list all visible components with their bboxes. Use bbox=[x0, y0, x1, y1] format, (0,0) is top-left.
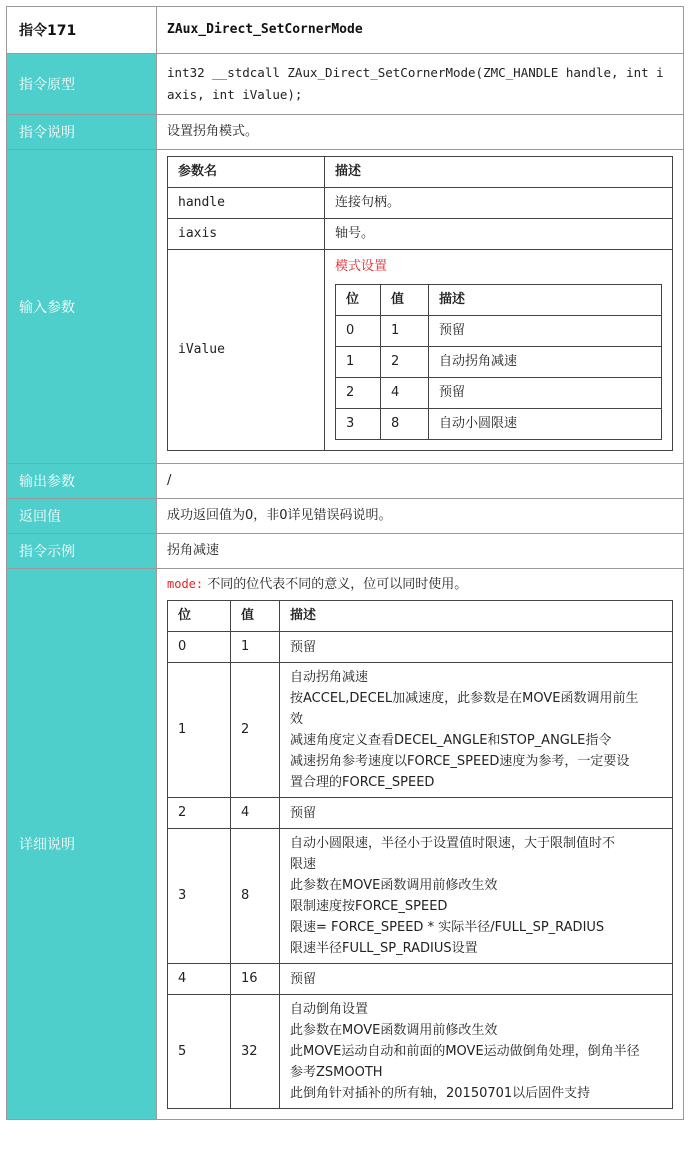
explain-row bbox=[7, 115, 684, 150]
col-desc: 描述 bbox=[429, 285, 662, 316]
param-row-ivalue bbox=[168, 250, 673, 451]
col-param-name: 参数名 bbox=[168, 157, 325, 188]
mode-bit-row bbox=[336, 378, 662, 409]
desc-line: 自动倒角设置 bbox=[290, 1002, 369, 1017]
value-cell: 1 bbox=[381, 316, 429, 347]
detail-bit-row bbox=[168, 829, 673, 964]
desc-line: 限速半径FULL_SP_RADIUS设置 bbox=[290, 941, 478, 956]
input-value bbox=[157, 150, 684, 464]
instruction-name: ZAux_Direct_SetCornerMode bbox=[157, 7, 684, 54]
desc-line: 限速 bbox=[290, 857, 317, 872]
detail-value bbox=[157, 569, 684, 1120]
prototype-row bbox=[7, 54, 684, 115]
output-label: 输出参数 bbox=[7, 464, 157, 499]
input-params-table bbox=[167, 156, 673, 451]
desc-cell: 自动小圆限速 bbox=[429, 409, 662, 440]
detail-label: 详细说明 bbox=[7, 569, 157, 1120]
desc-line: 限制速度按FORCE_SPEED bbox=[290, 899, 448, 914]
retval-row bbox=[7, 499, 684, 534]
detail-bit-row bbox=[168, 964, 673, 995]
desc-cell: 自动拐角减速 bbox=[429, 347, 662, 378]
param-desc bbox=[325, 250, 673, 451]
mode-bits-header bbox=[336, 285, 662, 316]
desc-cell bbox=[280, 964, 673, 995]
desc-cell bbox=[280, 663, 673, 798]
bit-cell: 2 bbox=[336, 378, 381, 409]
desc-line: 置合理的FORCE_SPEED bbox=[290, 775, 435, 790]
desc-cell bbox=[280, 829, 673, 964]
desc-line: 减速角度定义查看DECEL_ANGLE和STOP_ANGLE指令 bbox=[290, 733, 612, 748]
example-label: 指令示例 bbox=[7, 534, 157, 569]
param-name: handle bbox=[168, 188, 325, 219]
desc-cell bbox=[280, 798, 673, 829]
value-cell: 8 bbox=[231, 829, 280, 964]
desc-line: 按ACCEL,DECEL加减速度，此参数是在MOVE函数调用前生 bbox=[290, 691, 639, 706]
output-value: / bbox=[157, 464, 684, 499]
detail-bit-row bbox=[168, 995, 673, 1109]
desc-line: 自动拐角减速 bbox=[290, 670, 369, 685]
value-cell: 4 bbox=[231, 798, 280, 829]
desc-line: 效 bbox=[290, 712, 304, 727]
mode-bit-row bbox=[336, 347, 662, 378]
explain-label: 指令说明 bbox=[7, 115, 157, 150]
instruction-table bbox=[6, 6, 684, 1120]
value-cell: 2 bbox=[231, 663, 280, 798]
prototype-line-1: int32 __stdcall ZAux_Direct_SetCornerMode(ZMC_HANDLE handle, int i bbox=[167, 65, 664, 80]
desc-line: 自动小圆限速，半径小于设置值时限速，大于限制值时不 bbox=[290, 836, 616, 851]
col-param-desc: 描述 bbox=[325, 157, 673, 188]
bit-cell: 4 bbox=[168, 964, 231, 995]
value-cell: 4 bbox=[381, 378, 429, 409]
mode-bit-row bbox=[336, 316, 662, 347]
mode-keyword: mode: bbox=[167, 577, 204, 591]
value-cell: 16 bbox=[231, 964, 280, 995]
desc-cell: 预留 bbox=[429, 316, 662, 347]
example-value: 拐角减速 bbox=[157, 534, 684, 569]
param-name: iValue bbox=[168, 250, 325, 451]
bit-cell: 0 bbox=[336, 316, 381, 347]
example-row bbox=[7, 534, 684, 569]
desc-line: 参考ZSMOOTH bbox=[290, 1065, 383, 1080]
prototype-value bbox=[157, 54, 684, 115]
param-row-handle bbox=[168, 188, 673, 219]
desc-line: 减速拐角参考速度以FORCE_SPEED速度为参考，一定要设 bbox=[290, 754, 630, 769]
explain-value: 设置拐角模式。 bbox=[157, 115, 684, 150]
param-name: iaxis bbox=[168, 219, 325, 250]
value-cell: 1 bbox=[231, 632, 280, 663]
desc-line: 预留 bbox=[290, 971, 317, 987]
bit-cell: 3 bbox=[336, 409, 381, 440]
mode-bits-table bbox=[335, 284, 662, 440]
desc-cell bbox=[280, 632, 673, 663]
desc-line: 预留 bbox=[290, 639, 317, 655]
col-bit: 位 bbox=[336, 285, 381, 316]
bit-cell: 1 bbox=[336, 347, 381, 378]
input-label: 输入参数 bbox=[7, 150, 157, 464]
desc-line: 限速= FORCE_SPEED * 实际半径/FULL_SP_RADIUS bbox=[290, 920, 605, 935]
desc-line: 此参数在MOVE函数调用前修改生效 bbox=[290, 878, 498, 893]
mode-settings-title: 模式设置 bbox=[335, 259, 388, 274]
bit-cell: 1 bbox=[168, 663, 231, 798]
input-row bbox=[7, 150, 684, 464]
prototype-label: 指令原型 bbox=[7, 54, 157, 115]
output-row bbox=[7, 464, 684, 499]
detail-bits-header bbox=[168, 601, 673, 632]
desc-line: 预留 bbox=[290, 805, 317, 821]
desc-line: 此倒角针对插补的所有轴，20150701以后固件支持 bbox=[290, 1086, 591, 1101]
desc-cell: 预留 bbox=[429, 378, 662, 409]
value-cell: 2 bbox=[381, 347, 429, 378]
col-bit: 位 bbox=[168, 601, 231, 632]
header-row bbox=[7, 7, 684, 54]
mode-bit-row bbox=[336, 409, 662, 440]
value-cell: 8 bbox=[381, 409, 429, 440]
col-value: 值 bbox=[381, 285, 429, 316]
detail-bit-row bbox=[168, 632, 673, 663]
desc-line: 此MOVE运动自动和前面的MOVE运动做倒角处理，倒角半径 bbox=[290, 1044, 640, 1059]
detail-row bbox=[7, 569, 684, 1120]
col-desc: 描述 bbox=[280, 601, 673, 632]
param-row-iaxis bbox=[168, 219, 673, 250]
desc-cell bbox=[280, 995, 673, 1109]
mode-description: 不同的位代表不同的意义，位可以同时使用。 bbox=[203, 577, 468, 592]
retval-label: 返回值 bbox=[7, 499, 157, 534]
param-desc: 轴号。 bbox=[325, 219, 673, 250]
bit-cell: 3 bbox=[168, 829, 231, 964]
detail-bits-table bbox=[167, 600, 673, 1109]
detail-bit-row bbox=[168, 663, 673, 798]
value-cell: 32 bbox=[231, 995, 280, 1109]
detail-bit-row bbox=[168, 798, 673, 829]
param-desc: 连接句柄。 bbox=[325, 188, 673, 219]
prototype-line-2: axis, int iValue); bbox=[167, 87, 303, 102]
desc-line: 此参数在MOVE函数调用前修改生效 bbox=[290, 1023, 498, 1038]
input-params-header bbox=[168, 157, 673, 188]
bit-cell: 2 bbox=[168, 798, 231, 829]
bit-cell: 0 bbox=[168, 632, 231, 663]
retval-value: 成功返回值为0，非0详见错误码说明。 bbox=[157, 499, 684, 534]
bit-cell: 5 bbox=[168, 995, 231, 1109]
instruction-number: 指令171 bbox=[7, 7, 157, 54]
col-value: 值 bbox=[231, 601, 280, 632]
